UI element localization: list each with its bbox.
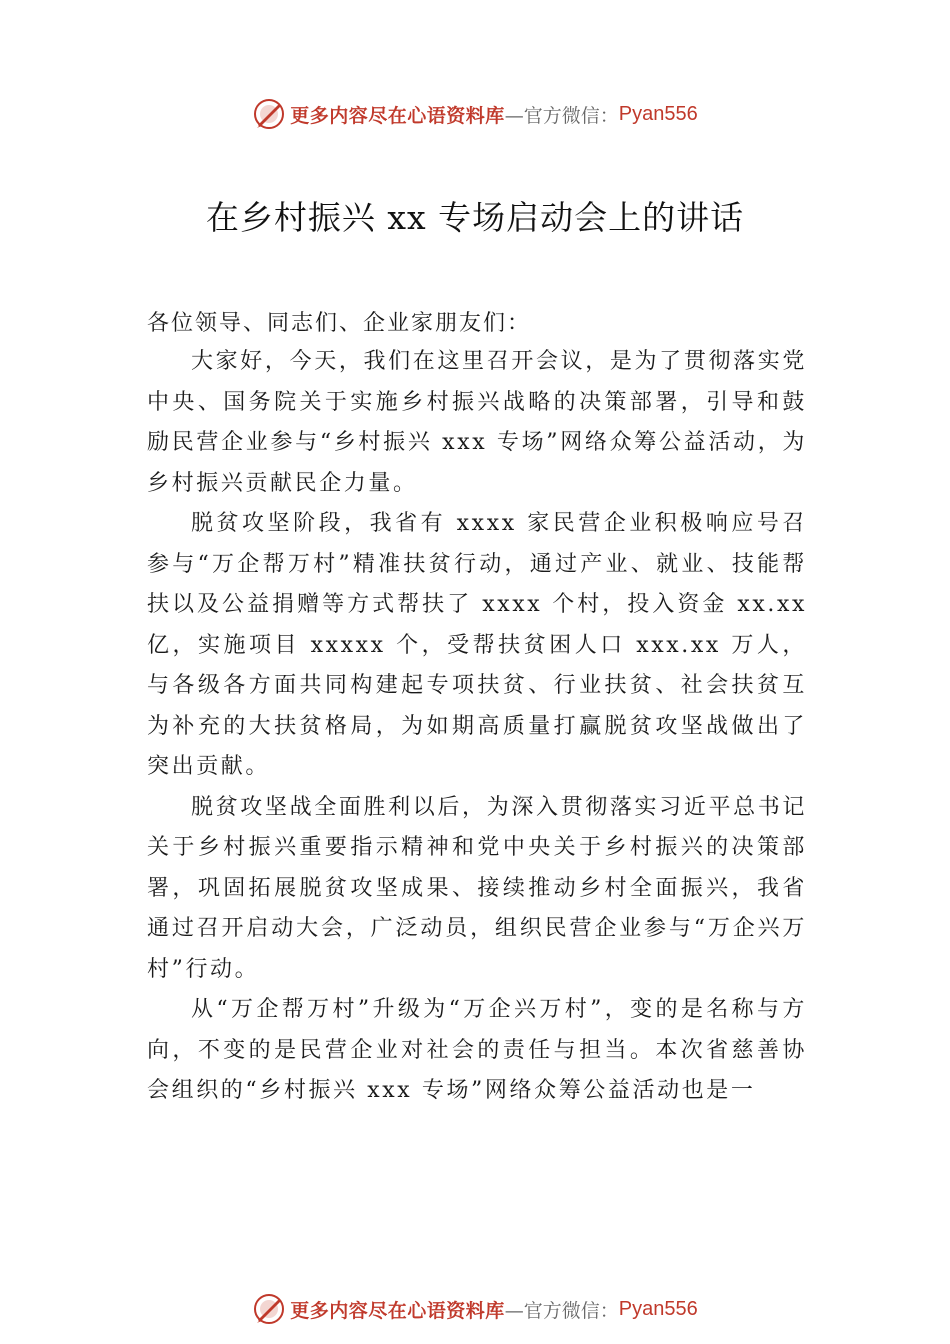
paragraph: 大家好，今天，我们在这里召开会议，是为了贯彻落实党中央、国务院关于实施乡村振兴战略的决策部署，引导和鼓励民营企业参与“乡村振兴 xxx 专场”网络众筹公益活动，为乡村振兴贡献民企力量。 (147, 349, 807, 496)
salutation: 各位领导、同志们、企业家朋友们： (147, 311, 532, 336)
paragraph: 脱贫攻坚阶段，我省有 xxxx 家民营企业积极响应号召参与“万企帮万村”精准扶贫行动，通过产业、就业、技能帮扶以及公益捐赠等方式帮扶了 xxxx 个村，投入资金 xx.xx 亿，实施项目 xxxxx 个，受帮扶贫困人口 xxx.xx 万人，与各级各方面共同构建起专项扶贫、行业扶贫、社会扶贫互为补充的大扶贫格局，为如期高质量打赢脱贫攻坚战做出了突出贡献。 (147, 511, 807, 779)
document-title: 在乡村振兴 xx 专场启动会上的讲话 (205, 198, 745, 237)
pen-logo-icon (252, 97, 286, 131)
paragraph: 从“万企帮万村”升级为“万企兴万村”，变的是名称与方向，不变的是民营企业对社会的责任与担当。本次省慈善协会组织的“乡村振兴 xxx 专场”网络众筹公益活动也是一 (147, 997, 807, 1103)
paragraph: 脱贫攻坚战全面胜利以后，为深入贯彻落实习近平总书记关于乡村振兴重要指示精神和党中央关于乡村振兴的决策部署，巩固拓展脱贫攻坚成果、接续推动乡村全面振兴，我省通过召开启动大会，广泛动员，组织民营企业参与“万企兴万村”行动。 (147, 794, 807, 982)
watermark-header (0, 94, 950, 134)
watermark-gray-text: —官方微信： (504, 1299, 619, 1322)
watermark-wechat-id: Pyan556 (618, 1297, 698, 1320)
document-body (147, 342, 807, 1112)
watermark-footer (0, 1289, 950, 1329)
pen-logo-icon (252, 1292, 286, 1326)
watermark-red-text: 更多内容尽在心语资料库 (290, 1299, 505, 1322)
watermark-gray-text: —官方微信： (504, 104, 619, 127)
watermark-red-text: 更多内容尽在心语资料库 (290, 104, 505, 127)
watermark-wechat-id: Pyan556 (618, 102, 698, 125)
